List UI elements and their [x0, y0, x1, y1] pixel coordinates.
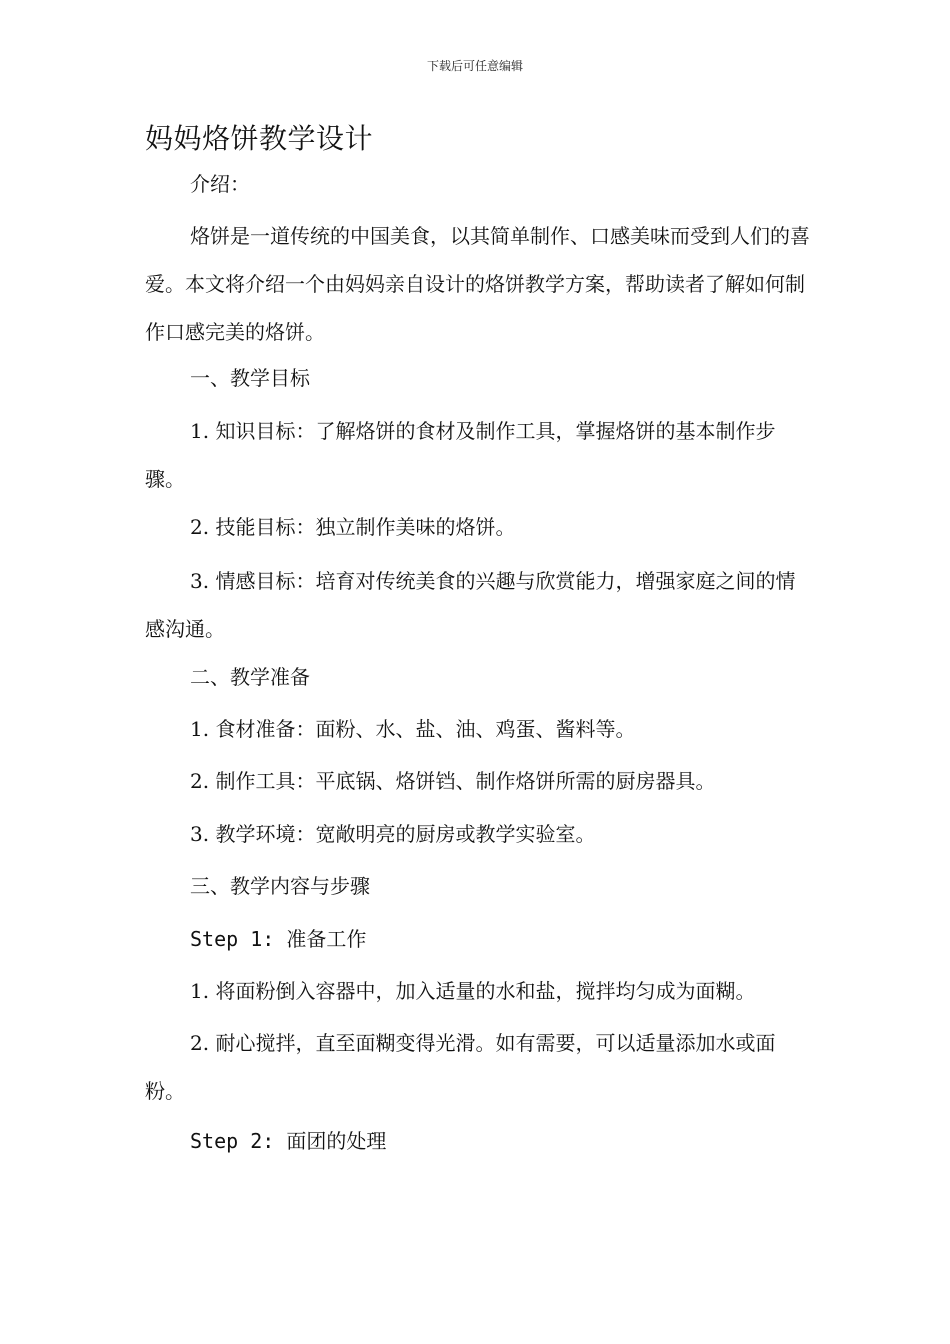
intro-paragraph: 烙饼是一道传统的中国美食，以其简单制作、口感美味而受到人们的喜爱。本文将介绍一个由妈妈亲自设计的烙饼教学方案，帮助读者了解如何制作口感完美的烙饼。	[145, 224, 810, 344]
goal-item-2: 2. 技能目标：独立制作美味的烙饼。	[190, 515, 516, 539]
step2-label: Step 2: 面团的处理	[190, 1129, 387, 1153]
goal-item-1: 1. 知识目标：了解烙饼的食材及制作工具，掌握烙饼的基本制作步骤。	[145, 419, 776, 491]
document-title: 妈妈烙饼教学设计	[145, 122, 374, 155]
prep-item-2: 2. 制作工具：平底锅、烙饼铛、制作烙饼所需的厨房器具。	[190, 769, 716, 793]
step1-label: Step 1: 准备工作	[190, 927, 367, 951]
header-note: 下载后可任意编辑	[426, 59, 523, 73]
step1-item-1: 1. 将面粉倒入容器中，加入适量的水和盐，搅拌均匀成为面糊。	[190, 979, 756, 1003]
step1-item-2: 2. 耐心搅拌，直至面糊变得光滑。如有需要，可以适量添加水或面粉。	[145, 1031, 776, 1103]
section-heading-steps: 三、教学内容与步骤	[190, 874, 370, 898]
goal-item-3: 3. 情感目标：培育对传统美食的兴趣与欣赏能力，增强家庭之间的情感沟通。	[145, 569, 796, 641]
intro-label: 介绍：	[190, 172, 250, 196]
section-heading-prep: 二、教学准备	[190, 665, 310, 689]
prep-item-3: 3. 教学环境：宽敞明亮的厨房或教学实验室。	[190, 822, 596, 846]
prep-item-1: 1. 食材准备：面粉、水、盐、油、鸡蛋、酱料等。	[190, 717, 636, 741]
section-heading-goals: 一、教学目标	[190, 366, 310, 390]
